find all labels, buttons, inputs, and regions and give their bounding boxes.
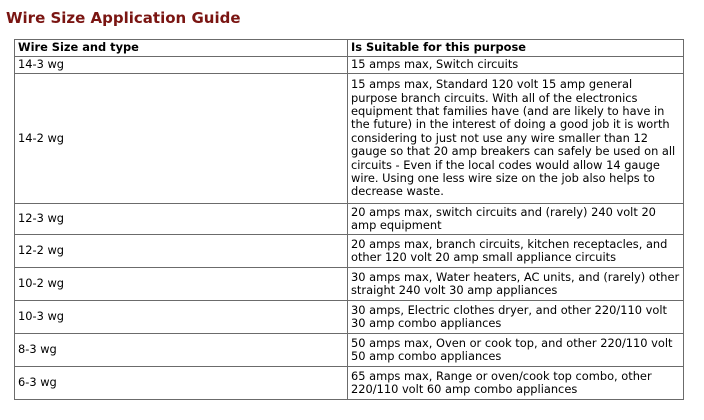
table-row — [15, 334, 684, 367]
table-row — [15, 268, 684, 301]
wire-size-cell: 6-3 wg — [15, 367, 348, 400]
wire-size-cell: 14-3 wg — [15, 57, 348, 74]
purpose-cell: 30 amps max, Water heaters, AC units, and (rarely) other straight 240 volt 30 amp appliances — [348, 268, 684, 301]
table-row — [15, 367, 684, 400]
wire-size-cell: 10-3 wg — [15, 301, 348, 334]
purpose-cell: 30 amps, Electric clothes dryer, and other 220/110 volt 30 amp combo appliances — [348, 301, 684, 334]
wire-size-cell: 12-3 wg — [15, 204, 348, 235]
table-row — [15, 74, 684, 204]
purpose-cell: 20 amps max, switch circuits and (rarely) 240 volt 20 amp equipment — [348, 204, 684, 235]
purpose-cell: 65 amps max, Range or oven/cook top combo, other 220/110 volt 60 amp combo appliances — [348, 367, 684, 400]
page-title: Wire Size Application Guide — [6, 9, 241, 27]
table-header-row — [15, 40, 684, 57]
table-row — [15, 235, 684, 268]
purpose-cell: 15 amps max, Standard 120 volt 15 amp general purpose branch circuits. With all of the electronics equipment that families have (and are likely to have in the future) in the interest of doing a good job it is worth considering to just not use any wire smaller than 12 gauge so that 20 amp breakers can safely be used on all circuits - Even if the local codes would allow 14 gauge wire. Using one less wire size on the job also helps to decrease waste. — [348, 74, 684, 204]
purpose-cell: 20 amps max, branch circuits, kitchen receptacles, and other 120 volt 20 amp small appliance circuits — [348, 235, 684, 268]
table-row — [15, 57, 684, 74]
purpose-cell: 50 amps max, Oven or cook top, and other 220/110 volt 50 amp combo appliances — [348, 334, 684, 367]
wire-size-cell: 8-3 wg — [15, 334, 348, 367]
wire-size-cell: 12-2 wg — [15, 235, 348, 268]
header-purpose: Is Suitable for this purpose — [348, 40, 684, 57]
table-row — [15, 301, 684, 334]
table-row — [15, 204, 684, 235]
wire-size-cell: 10-2 wg — [15, 268, 348, 301]
purpose-cell: 15 amps max, Switch circuits — [348, 57, 684, 74]
header-wire-size: Wire Size and type — [15, 40, 348, 57]
wire-size-table — [14, 39, 684, 400]
wire-size-cell: 14-2 wg — [15, 74, 348, 204]
